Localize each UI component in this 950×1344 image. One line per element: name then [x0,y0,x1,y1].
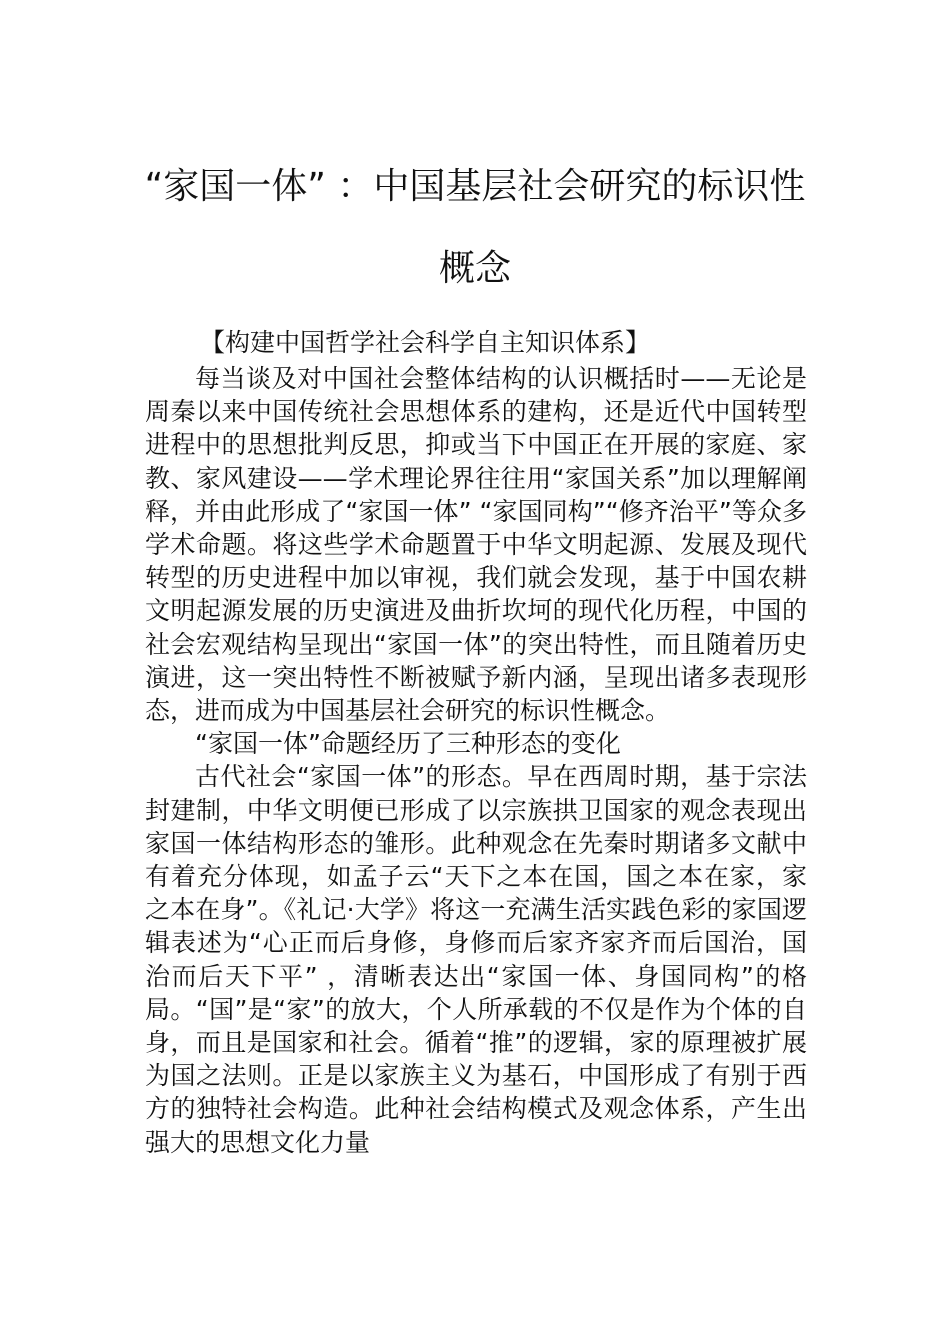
column-label: 【构建中国哲学社会科学自主知识体系】 [200,328,651,357]
paragraph-intro: 每当谈及对中国社会整体结构的认识概括时——无论是周秦以来中国传统社会思想体系的建构，还是近代中国转型进程中的思想批判反思，抑或当下中国正在开展的家庭、家教、家风建设——学术理论界往往用“家国关系”加以理解阐释，并由此形成了“家国一体” “家国同构”“修齐治平”等众多学术命题。将这些学术命题置于中华文明起源、发展及现代转型的历史进程中加以审视，我们就会发现，基于中国农耕文明起源发展的历史演进及曲折坎坷的现代化历程，中国的社会宏观结构呈现出“家国一体”的突出特性，而且随着历史演进，这一突出特性不断被赋予新内涵，呈现出诸多表现形态，进而成为中国基层社会研究的标识性概念。 [145,364,807,726]
document-body [145,362,807,1159]
document-title: “家国一体” ：中国基层社会研究的标识性概念 [144,166,806,289]
paragraph-ancient-form: 古代社会“家国一体”的形态。早在西周时期，基于宗法封建制，中华文明便已形成了以宗族拱卫国家的观念表现出家国一体结构形态的雏形。此种观念在先秦时期诸多文献中有着充分体现，如孟子云“天下之本在国，国之本在家，家之本在身”。《礼记·大学》将这一充满生活实践色彩的家国逻辑表述为“心正而后身修，身修而后家齐家齐而后国治，国治而后天下平” ，清晰表达出“家国一体、身国同构”的格局。“国”是“家”的放大，个人所承载的不仅是作为个体的自身，而且是国家和社会。循着“推”的逻辑，家的原理被扩展为国之法则。正是以家族主义为基石，中国形成了有别于西方的独特社会构造。此种社会结构模式及观念体系，产生出强大的思想文化力量 [145,762,807,1157]
section-heading: “家国一体”命题经历了三种形态的变化 [195,729,621,759]
